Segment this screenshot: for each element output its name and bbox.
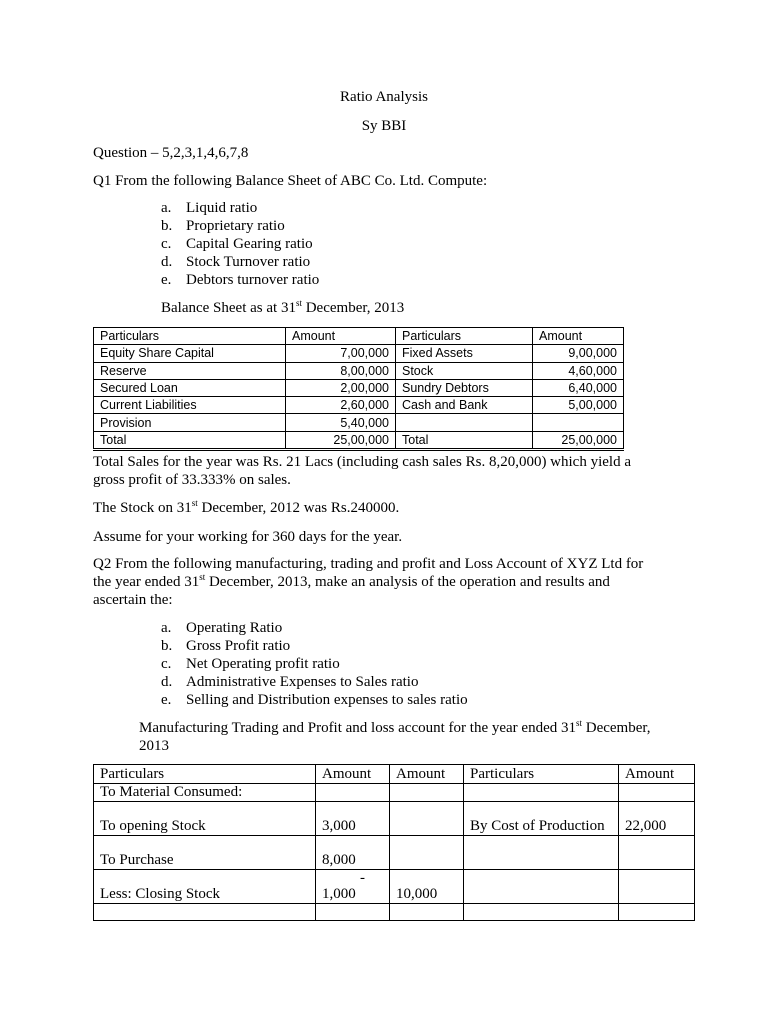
q1-heading: Q1 From the following Balance Sheet of ABC Co. Ltd. Compute: [93,173,488,189]
question-order: Question – 5,2,3,1,4,6,7,8 [93,145,249,161]
dash-mark: - [360,870,365,886]
table-header-row: Particulars Amount Amount Particulars Amount [94,765,695,784]
list-item: e. Selling and Distribution expenses to sales ratio [161,692,468,708]
balance-sheet-title: Balance Sheet as at 31st December, 2013 [161,298,405,316]
list-item: c. Net Operating profit ratio [161,656,340,672]
q2-line2: the year ended 31st December, 2013, make an analysis of the operation and results and [93,572,610,590]
table-header-row: Particulars Amount Particulars Amount [94,328,624,345]
table-row: Equity Share Capital 7,00,000 Fixed Assets 9,00,000 [94,345,624,362]
table-row: Provision 5,40,000 [94,414,624,431]
q2-line1: Q2 From the following manufacturing, trading and profit and Loss Account of XYZ Ltd for [93,556,644,572]
table-row: To Purchase 8,000 [94,836,695,870]
table-row [94,904,695,921]
q2-line3: ascertain the: [93,592,173,608]
page-subtitle: Sy BBI [361,118,407,134]
list-item: c. Capital Gearing ratio [161,236,313,252]
table-row: Reserve 8,00,000 Stock 4,60,000 [94,362,624,379]
q2-list [161,619,468,709]
table-row: Less: Closing Stock - 1,000 10,000 [94,870,695,904]
list-item: b. Gross Profit ratio [161,638,291,654]
note-stock: The Stock on 31st December, 2012 was Rs.240000. [93,498,400,516]
account-title: Manufacturing Trading and Profit and loss account for the year ended 31st December, [139,718,651,736]
list-item: b. Proprietary ratio [161,218,285,234]
table-row: Secured Loan 2,00,000 Sundry Debtors 6,40,000 [94,379,624,396]
note-sales-cont: gross profit of 33.333% on sales. [93,472,291,488]
list-item: a. Liquid ratio [161,200,258,216]
account-title-year: 2013 [139,738,169,754]
table-row: Current Liabilities 2,60,000 Cash and Bank 5,00,000 [94,397,624,414]
note-days: Assume for your working for 360 days for the year. [93,529,403,545]
table-row: To Material Consumed: [94,784,695,802]
q1-list [161,199,319,289]
table-total-row: Total 25,00,000 Total 25,00,000 [94,431,624,449]
note-sales: Total Sales for the year was Rs. 21 Lacs (including cash sales Rs. 8,20,000) which yield a [93,454,631,470]
table-row: To opening Stock 3,000 By Cost of Production 22,000 [94,802,695,836]
list-item: a. Operating Ratio [161,620,283,636]
page-title: Ratio Analysis [340,89,428,105]
account-table [93,764,695,921]
balance-sheet-table [93,327,624,451]
list-item: e. Debtors turnover ratio [161,272,320,288]
list-item: d. Stock Turnover ratio [161,254,311,270]
list-item: d. Administrative Expenses to Sales ratio [161,674,419,690]
